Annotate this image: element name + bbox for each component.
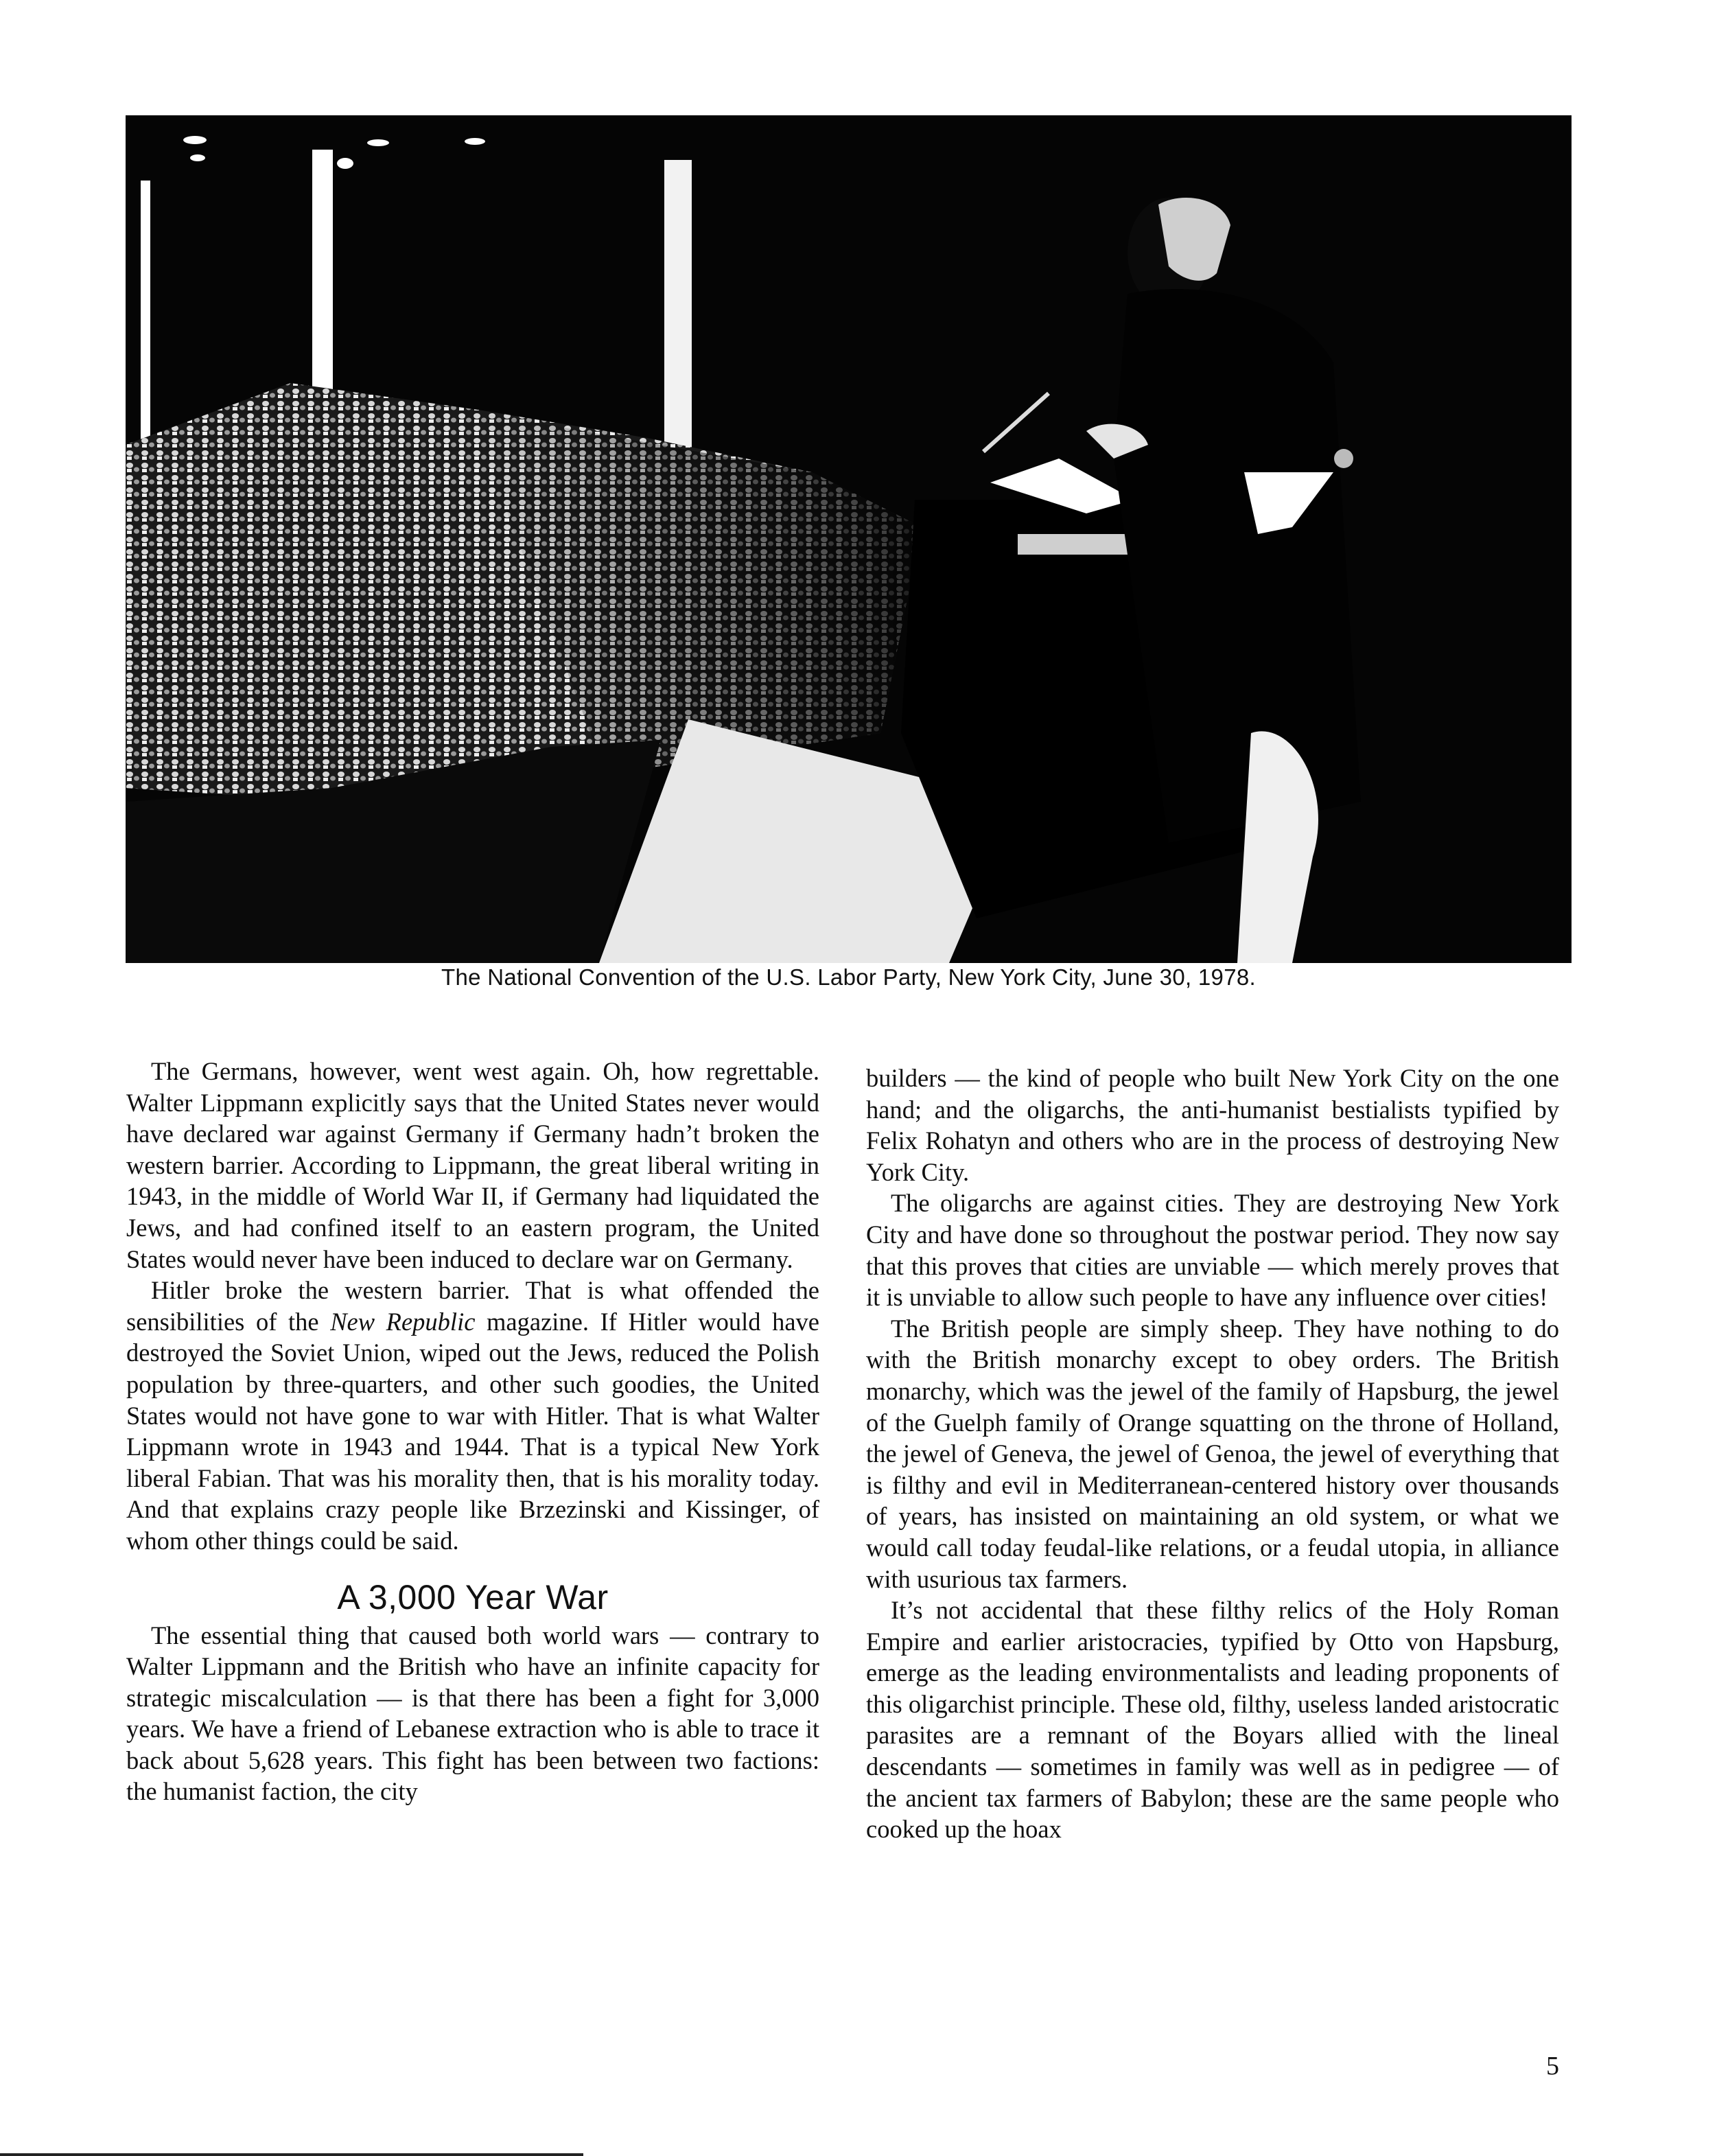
paragraph: The Germans, however, went west again. Oh, how regrettable. Walter Lippmann explicitly says that the United States never would have declared war against Germany if Germany hadn’t broken the western barrier. According to Lippmann, the great liberal writing in 1943, in the middle of World War II, if Germany had liquidated the Jews, and had confined itself to an eastern program, the United States would never have been induced to declare war on Germany.	[126, 1057, 819, 1273]
photo-illustration	[126, 115, 1572, 963]
paragraph: The essential thing that caused both world wars — contrary to Walter Lippmann and the British who have an infinite capacity for strategic miscalculation — is that there has been a fight for 3,000 years. We have a friend of Lebanese extraction who is able to trace it back about 5,628 years. This fight has been between two factions: the humanist faction, the city	[126, 1621, 819, 1806]
page-number: 5	[1546, 2052, 1559, 2080]
paragraph: Hitler broke the western barrier. That is what offended the sensibilities of the New Republic magazine. If Hitler would have destroyed the Soviet Union, wiped out the Jews, reduced the Polish population by three-quarters, and other such goodies, the United States would not have gone to war with Hitler. That is what Walter Lippmann wrote in 1943 and 1944. That is a typical New York liberal Fabian. That was his morality then, that is his morality today. And that explains crazy people like Brzezinski and Kissinger, of whom other things could be said.	[126, 1276, 820, 1555]
ceiling-light	[190, 154, 205, 161]
scan-edge-artifact	[0, 2153, 583, 2156]
ceiling-light	[337, 158, 353, 169]
ceiling-light	[183, 136, 207, 144]
right-column	[866, 1063, 1559, 1845]
convention-photo	[126, 115, 1572, 963]
paragraph: The British people are simply sheep. They have nothing to do with the British monarchy except to obey orders. The British monarchy, which was the jewel of the family of Hapsburg, the jewel of the Guelph family of Orange squatting on the throne of Holland, the jewel of Geneva, the jewel of Genoa, the jewel of everything that is filthy and evil in Mediterranean-centered history over thousands of years, has insisted on maintaining an old system, or what we would call today feudal-like relations, or a feudal utopia, in alliance with usurious tax farmers.	[866, 1314, 1559, 1593]
pillar	[141, 181, 150, 469]
left-column	[126, 1056, 819, 1807]
publication-title: New Republic	[330, 1307, 476, 1336]
photo-caption: The National Convention of the U.S. Labor Party, New York City, June 30, 1978.	[441, 964, 1256, 990]
ceiling-light	[465, 138, 485, 145]
paragraph: It’s not accidental that these filthy relics of the Holy Roman Empire and earlier aristocracies, typified by Otto von Hapsburg, emerge as the leading environmentalists and leading proponents of this oligarchist principle. These old, filthy, useless landed aristocratic parasites are a remnant of the Boyars allied with the lineal descendants — sometimes in family was well as in pedigree — of the ancient tax farmers of Babylon; these are the same people who cooked up the hoax	[866, 1596, 1559, 1844]
paragraph: The oligarchs are against cities. They are destroying New York City and have done so throughout the postwar period. They now say that this proves that cities are unviable — which merely proves that it is unviable to allow such people to have any influence over cities!	[866, 1189, 1559, 1312]
paragraph-continuation: builders — the kind of people who built New York City on the one hand; and the oligarchs, the anti-humanist bestialists typified by Felix Rohatyn and others who are in the process of destroying New York City.	[866, 1064, 1559, 1186]
ceiling-light	[367, 139, 389, 146]
section-heading: A 3,000 Year War	[337, 1577, 609, 1616]
